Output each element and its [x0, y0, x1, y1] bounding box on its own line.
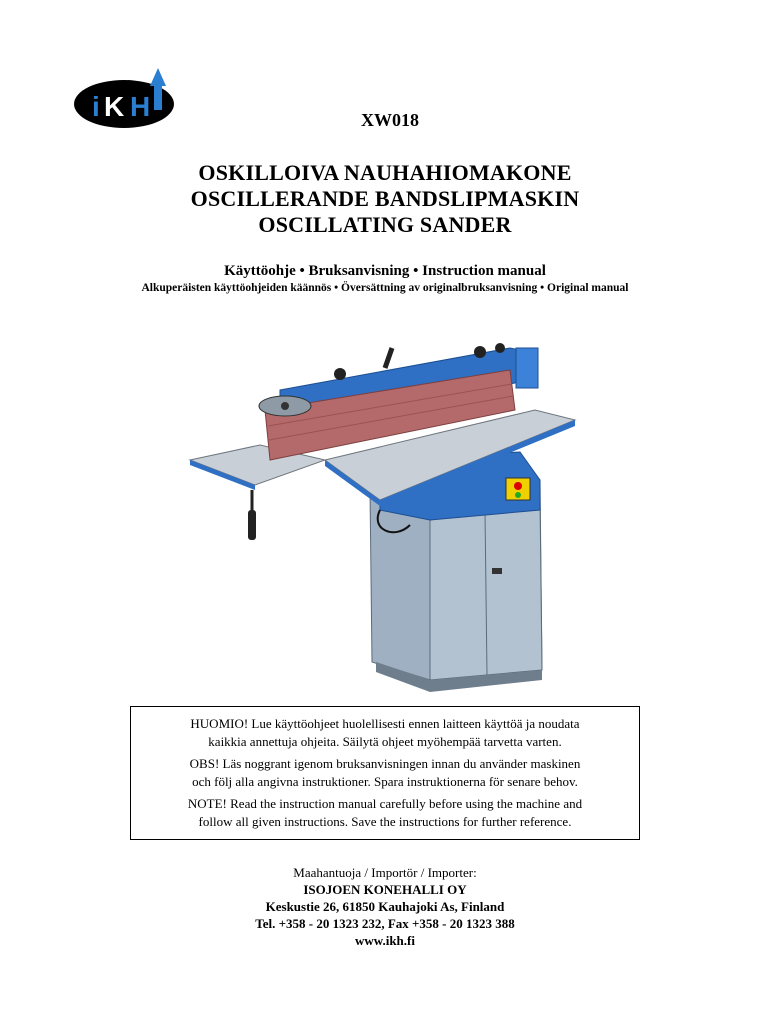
title-swedish: OSCILLERANDE BANDSLIPMASKIN — [190, 186, 580, 211]
manual-subtitle: Käyttöohje • Bruksanvisning • Instruction manual — [224, 263, 546, 279]
notice-finnish-line1: HUOMIO! Lue käyttöohjeet huolellisesti ennen laitteen käyttöä ja noudata — [190, 716, 580, 731]
title-finnish: OSKILLOIVA NAUHAHIOMAKONE — [198, 160, 572, 185]
svg-text:K: K — [104, 91, 125, 122]
importer-address: Keskustie 26, 61850 Kauhajoki As, Finland — [265, 899, 505, 914]
importer-company: ISOJOEN KONEHALLI OY — [303, 882, 467, 897]
svg-text:H: H — [130, 91, 151, 122]
notice-finnish-line2: kaikkia annettuja ohjeita. Säilytä ohjeet myöhempää tarvetta varten. — [208, 734, 562, 749]
notice-english-line1: NOTE! Read the instruction manual carefully before using the machine and — [187, 796, 583, 811]
ikh-logo — [74, 66, 178, 130]
title-english: OSCILLATING SANDER — [258, 212, 512, 237]
translation-note: Alkuperäisten käyttöohjeiden käännös • Översättning av originalbruksanvisning • Original manual — [141, 282, 629, 294]
notice-english — [131, 795, 639, 831]
notice-swedish-line1: OBS! Läs noggrant igenom bruksanvisningen innan du använder maskinen — [189, 756, 581, 771]
title-block — [0, 160, 770, 238]
notice-english-line2: follow all given instructions. Save the instructions for further reference. — [198, 814, 572, 829]
importer-label: Maahantuoja / Importör / Importer: — [293, 865, 477, 880]
notice-finnish — [131, 715, 639, 751]
model-number: XW018 — [361, 110, 419, 130]
notice-swedish-line2: och följ alla angivna instruktioner. Spara instruktionerna för senare behov. — [192, 774, 578, 789]
notice-swedish — [131, 755, 639, 791]
sander-machine-image — [180, 340, 590, 700]
safety-notice-box — [130, 706, 640, 840]
svg-text:i: i — [92, 91, 100, 122]
importer-phone: Tel. +358 - 20 1323 232, Fax +358 - 20 1323 388 — [255, 916, 515, 931]
importer-website: www.ikh.fi — [355, 933, 415, 948]
importer-info — [0, 864, 770, 949]
